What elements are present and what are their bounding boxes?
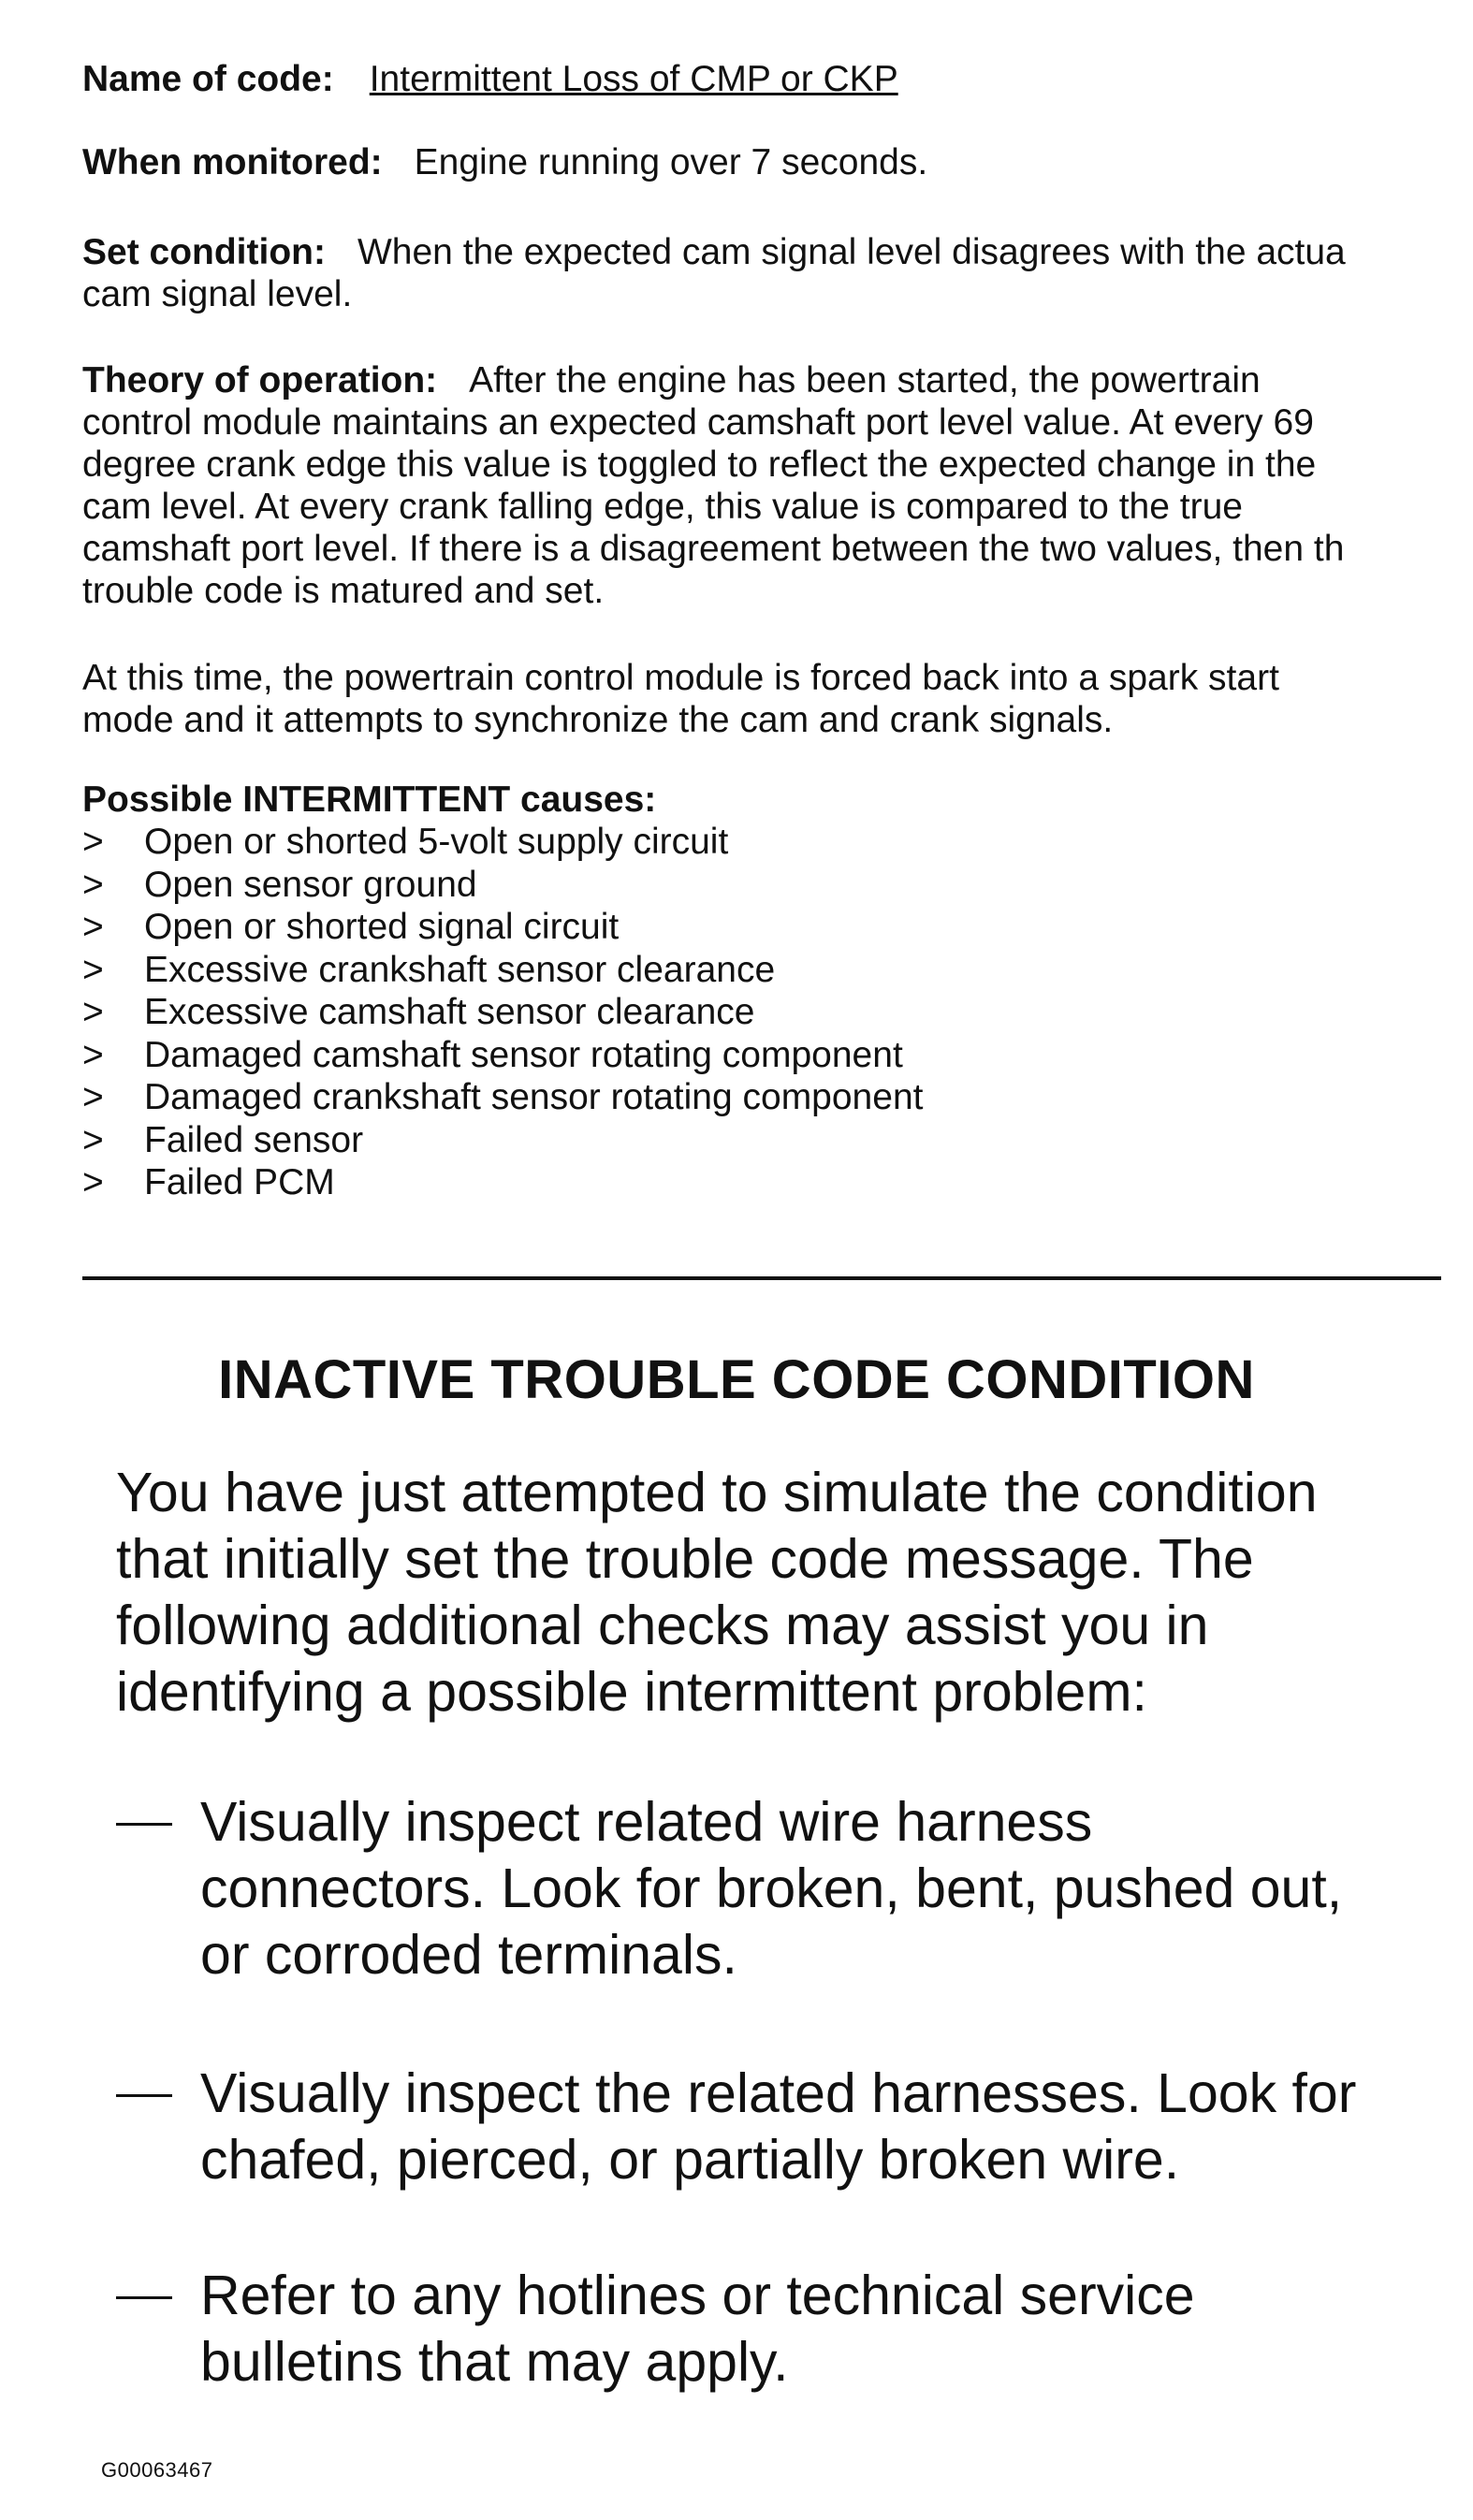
cause-text: Open or shorted 5-volt supply circuit <box>144 822 729 862</box>
intro-line-3: following additional checks may assist you in <box>116 1595 1209 1656</box>
cause-item <box>82 1076 923 1119</box>
cause-marker: > <box>82 1077 104 1117</box>
cause-item <box>82 821 923 864</box>
cause-text: Damaged crankshaft sensor rotating component <box>144 1077 924 1117</box>
cause-item <box>82 1119 923 1162</box>
possible-causes-label: Possible INTERMITTENT causes: <box>82 779 657 820</box>
cause-marker: > <box>82 1162 104 1202</box>
when-monitored-value: Engine running over 7 seconds. <box>414 142 928 182</box>
cause-text: Open sensor ground <box>144 864 477 905</box>
theory-line-6: trouble code is matured and set. <box>82 571 605 611</box>
theory-line-5: camshaft port level. If there is a disagreement between the two values, then th <box>82 529 1345 569</box>
dash-bullet <box>116 2094 172 2097</box>
cause-text: Damaged camshaft sensor rotating component <box>144 1034 903 1075</box>
intro-line-1: You have just attempted to simulate the condition <box>116 1462 1318 1523</box>
check-line: connectors. Look for broken, bent, pushed out, <box>200 1857 1343 1919</box>
check-line: chafed, pierced, or partially broken wire. <box>200 2129 1180 2191</box>
cause-item <box>82 864 923 907</box>
set-condition-field <box>82 231 1346 315</box>
possible-causes-section <box>82 779 923 1204</box>
set-condition-value-line1: When the expected cam signal level disagrees with the actua <box>357 232 1346 272</box>
cause-text: Open or shorted signal circuit <box>144 907 620 947</box>
cause-marker: > <box>82 1034 104 1075</box>
check-item <box>116 1789 1342 1988</box>
cause-item <box>82 906 923 949</box>
cause-text: Excessive crankshaft sensor clearance <box>144 949 776 990</box>
theory-of-operation-field <box>82 359 1344 612</box>
check-line: Visually inspect related wire harness <box>200 1791 1093 1853</box>
intro-line-4: identifying a possible intermittent problem: <box>116 1661 1147 1723</box>
set-condition-label: Set condition: <box>82 232 326 272</box>
set-condition-value-line2: cam signal level. <box>82 274 353 314</box>
dash-bullet <box>116 2296 172 2299</box>
theory-of-operation-label: Theory of operation: <box>82 360 438 401</box>
section-divider <box>82 1276 1441 1280</box>
name-of-code-field <box>82 58 898 100</box>
cause-marker: > <box>82 992 104 1032</box>
check-line: Refer to any hotlines or technical service <box>200 2265 1195 2326</box>
check-item <box>116 2263 1195 2396</box>
cause-marker: > <box>82 949 104 990</box>
cause-item <box>82 949 923 992</box>
cause-text: Failed sensor <box>144 1119 364 1160</box>
dash-bullet <box>116 1823 172 1826</box>
theory-line-2: control module maintains an expected camshaft port level value. At every 69 <box>82 402 1314 443</box>
theory-line-1: After the engine has been started, the powertrain <box>469 360 1261 401</box>
theory-line-4: cam level. At every crank falling edge, this value is compared to the true <box>82 487 1243 527</box>
at-this-time-line-2: mode and it attempts to synchronize the cam and crank signals. <box>82 700 1114 740</box>
theory-line-3: degree crank edge this value is toggled to reflect the expected change in the <box>82 444 1317 485</box>
cause-marker: > <box>82 864 104 905</box>
cause-marker: > <box>82 822 104 862</box>
check-line: bulletins that may apply. <box>200 2331 789 2393</box>
when-monitored-label: When monitored: <box>82 142 383 182</box>
at-this-time-paragraph <box>82 657 1279 741</box>
check-line: Visually inspect the related harnesses. Look for <box>200 2062 1357 2124</box>
inactive-intro-paragraph <box>116 1460 1318 1726</box>
check-item <box>116 2061 1356 2193</box>
name-of-code-value: Intermittent Loss of CMP or CKP <box>369 59 898 99</box>
figure-id: G00063467 <box>101 2458 213 2482</box>
cause-item <box>82 1161 923 1204</box>
cause-marker: > <box>82 907 104 947</box>
cause-item <box>82 991 923 1034</box>
cause-marker: > <box>82 1119 104 1160</box>
cause-text: Excessive camshaft sensor clearance <box>144 992 755 1032</box>
inactive-condition-title: INACTIVE TROUBLE CODE CONDITION <box>218 1349 1255 1410</box>
possible-causes-list <box>82 821 923 1204</box>
when-monitored-field <box>82 141 927 183</box>
name-of-code-label: Name of code: <box>82 59 334 99</box>
check-line: or corroded terminals. <box>200 1924 737 1986</box>
cause-item <box>82 1034 923 1077</box>
cause-text: Failed PCM <box>144 1162 335 1202</box>
at-this-time-line-1: At this time, the powertrain control module is forced back into a spark start <box>82 658 1279 698</box>
intro-line-2: that initially set the trouble code message. The <box>116 1528 1254 1590</box>
